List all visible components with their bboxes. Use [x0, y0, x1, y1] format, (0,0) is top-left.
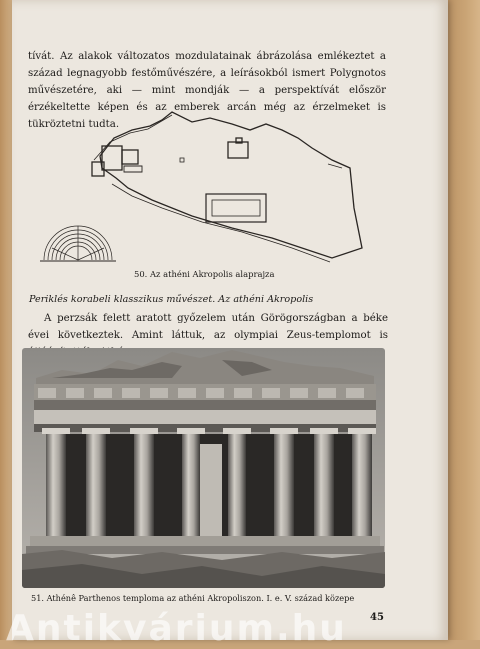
paragraph-top: tívát. Az alakok változatos mozdulatainak ábrázolása emlékeztet a század legnagyobb festőművészére, a leírásokból ismert Polygnotos művészetére, aki — mint mondják — a perspektívát először érzékeltette képen és az emberek arcán még az érzelmeket is tükröztetni tudta. — [28, 51, 386, 130]
acropolis-plan-figure — [32, 108, 382, 268]
acropolis-plan-drawing — [32, 108, 382, 268]
plan-theatre — [40, 226, 116, 261]
backdrop-right — [446, 0, 480, 640]
paragraph-bottom: A perzsák felett aratott győzelem után Görögországban a béke évei következtek. Amint láttuk, az olympiai Zeus-templomot is — [28, 313, 388, 341]
figure-51-caption: 51. Athénê Parthenos temploma az athéni Akropoliszon. I. e. V. század közepe — [31, 593, 355, 603]
section-heading: Periklés korabeli klasszikus művészet. Az athéni Akropolis — [29, 294, 314, 305]
plan-wall-outline — [100, 112, 362, 258]
book-page — [12, 0, 448, 640]
plan-erechtheion — [228, 142, 248, 158]
parthenon-photo-drawing — [22, 348, 385, 588]
page-number: 45 — [370, 612, 384, 623]
plan-parthenon — [206, 194, 266, 222]
parthenon-photo — [22, 348, 385, 588]
watermark: Antikvárium.hu — [6, 608, 347, 649]
plan-outer-wall — [94, 115, 172, 160]
stylobate — [30, 536, 380, 546]
figure-50-caption: 50. Az athéni Akropolis alaprajza — [134, 269, 275, 279]
